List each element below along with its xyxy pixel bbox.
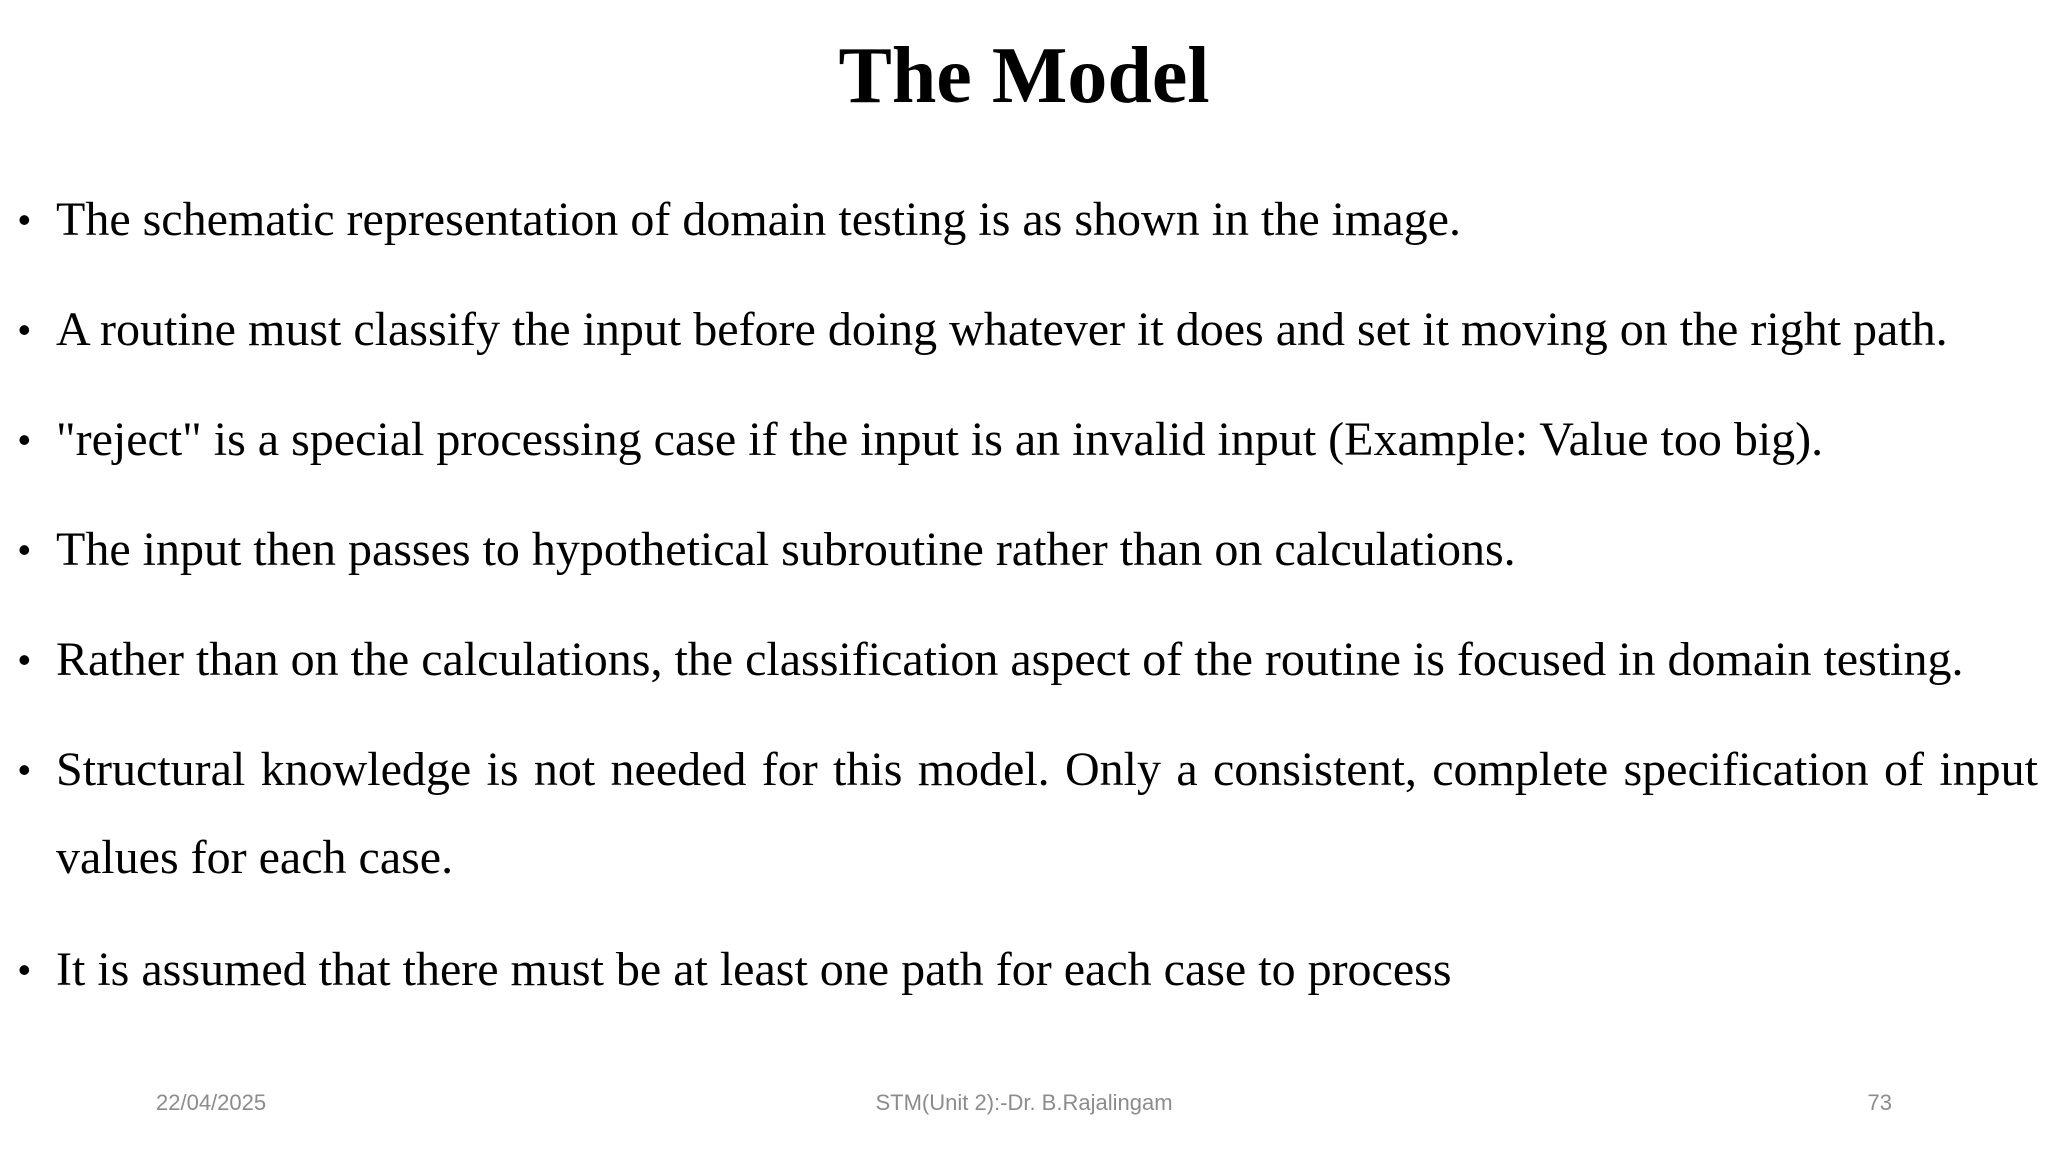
bullet-item: [18, 396, 2038, 484]
bullet-dot-icon: •: [18, 309, 31, 350]
bullet-text: The input then passes to hypothetical subroutine rather than on calculations.: [56, 523, 1516, 576]
bullet-dot-icon: •: [18, 419, 31, 460]
bullet-dot-icon: •: [18, 749, 31, 790]
bullet-item: [18, 926, 2038, 1014]
bullet-item: [18, 506, 2038, 594]
footer-author: STM(Unit 2):-Dr. B.Rajalingam: [875, 1090, 1173, 1115]
slide-number: 73: [1867, 1090, 1892, 1115]
bullet-text: Structural knowledge is not needed for this model. Only a consistent, complete specification of input values for each case.: [56, 743, 2038, 884]
bullet-dot-icon: •: [18, 529, 31, 570]
bullet-text: It is assumed that there must be at least one path for each case to process: [56, 943, 1452, 996]
bullet-dot-icon: •: [18, 949, 31, 990]
slide-title: The Model: [838, 32, 1210, 120]
bullet-text: A routine must classify the input before doing whatever it does and set it moving on the right path.: [56, 303, 1948, 356]
bullet-text: The schematic representation of domain testing is as shown in the image.: [56, 193, 1461, 246]
bullet-dot-icon: •: [18, 639, 31, 680]
bullet-text: Rather than on the calculations, the classification aspect of the routine is focused in domain testing.: [56, 633, 1964, 686]
bullet-text: "reject" is a special processing case if the input is an invalid input (Example: Value too big).: [56, 413, 1824, 466]
bullet-item: [18, 286, 2038, 374]
bullet-item: [18, 616, 2038, 704]
bullet-dot-icon: •: [18, 199, 31, 240]
bullet-item: [18, 726, 2038, 902]
footer-date: 22/04/2025: [156, 1090, 267, 1115]
bullet-item: [18, 176, 2038, 264]
